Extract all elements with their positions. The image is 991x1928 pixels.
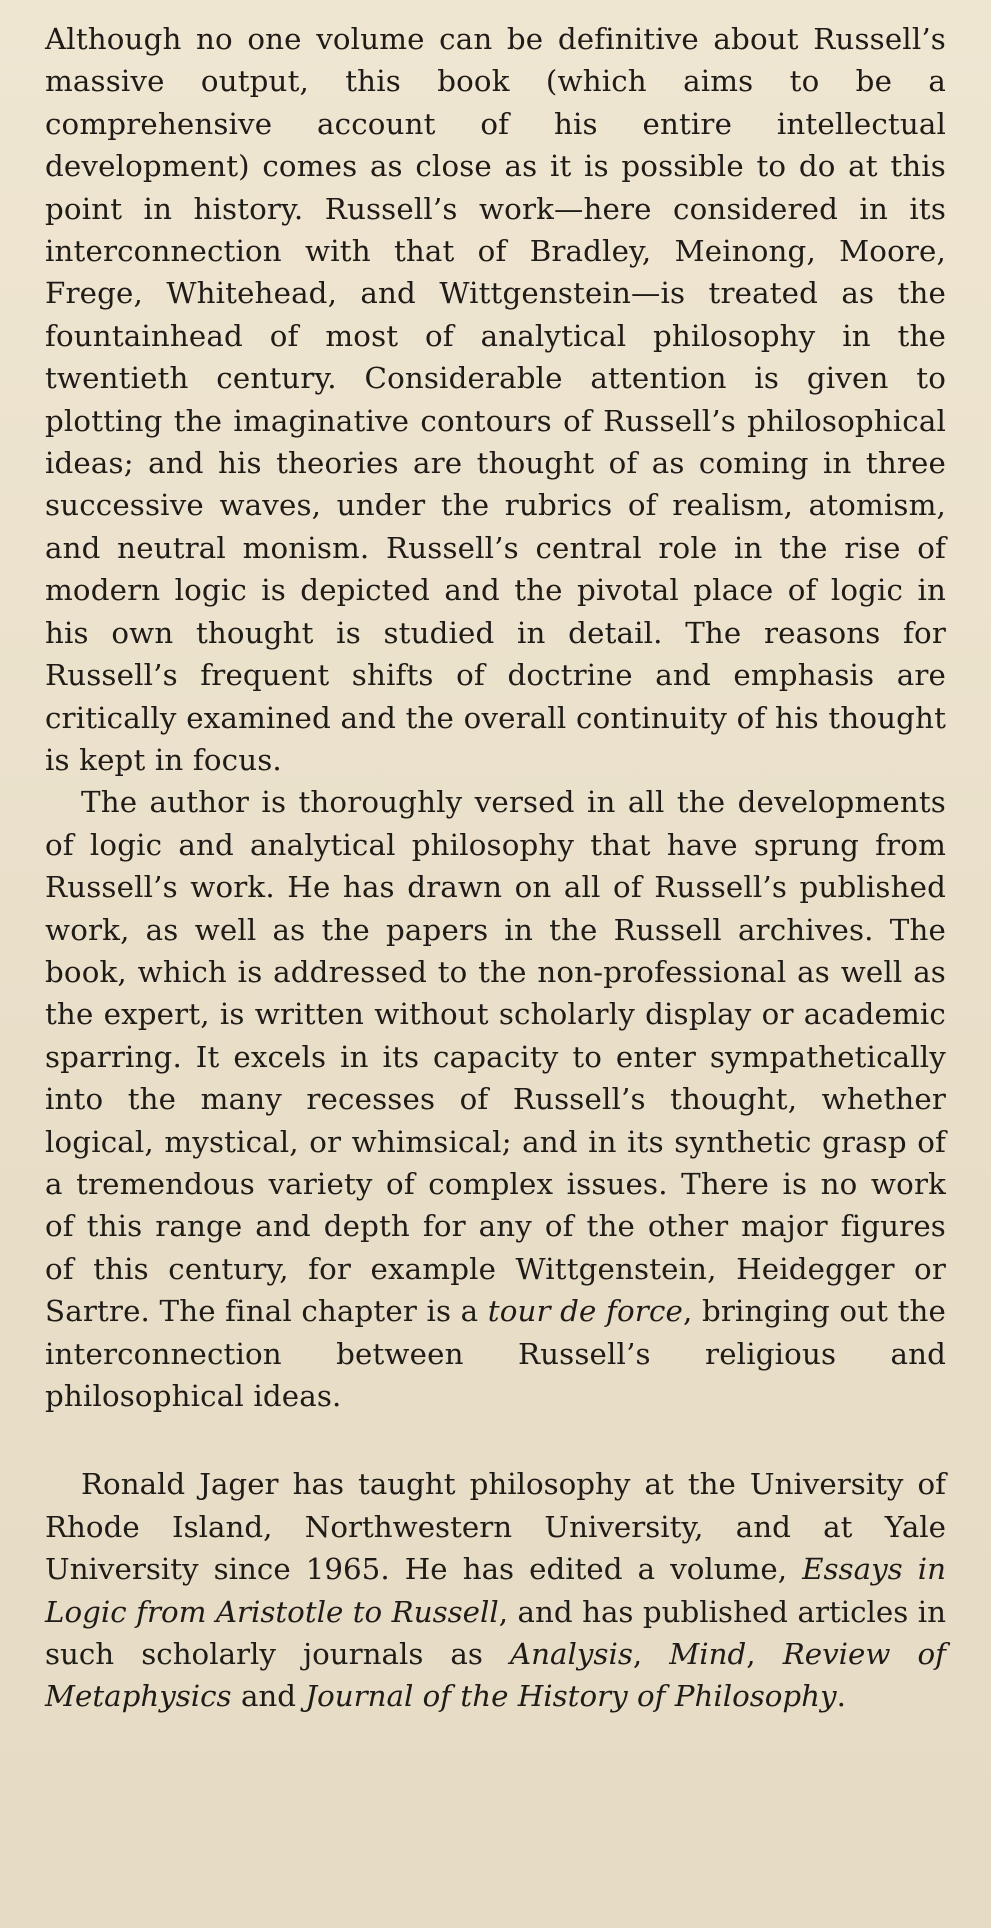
journal-analysis: Analysis bbox=[510, 1637, 633, 1672]
author-bio bbox=[45, 1463, 946, 1717]
bio-text-b: , and has published articles in such scholarly journals as bbox=[45, 1594, 946, 1672]
bio-and-word: and bbox=[240, 1679, 297, 1714]
description-paragraph-2 bbox=[45, 781, 946, 1417]
description-paragraph-1: Although no one volume can be definitive about Russell’s massive output, this book (which aims to be a comprehensive account of his entire intellectual development) comes as close as it is possible to do at this point in history. Russell’s work—here considered in its interconnection with that of Bradley, Meinong, Moore, Frege, Whitehead, and Wittgenstein—is treated as the fountainhead of most of analytical philosophy in the twentieth century. Considerable attention is given to plotting the imaginative contours of Russell’s philosophical ideas; and his theories are thought of as coming in three successive waves, under the rubrics of realism, atomism, and neutral monism. Russell’s central role in the rise of modern logic is depicted and the pivotal place of logic in his own thought is studied in detail. The reasons for Russell’s frequent shifts of doctrine and emphasis are critically examined and the overall continuity of his thought is kept in focus. bbox=[45, 22, 946, 777]
journal-history-of-philosophy: Journal of the History of Philosophy bbox=[305, 1679, 837, 1714]
paragraph-2-text-a: The author is thoroughly versed in all the developments of logic and analytical philosophy that have sprung from Russell’s work. He has drawn on all of Russell’s published work, as well as the papers in the Russell archives. The book, which is addressed to the non-professional as well as the expert, is written without scholarly display or academic sparring. It excels in its capacity to enter sympathetically into the many recesses of Russell’s thought, whether logical, mystical, or whimsical; and in its synthetic grasp of a tremendous variety of complex issues. There is no work of this range and depth for any of the other major figures of this century, for example Wittgenstein, Heidegger or Sartre. The final chapter is a bbox=[45, 785, 946, 1329]
bio-text-a: Ronald Jager has taught philosophy at the University of Rhode Island, Northwestern University, and at Yale University since 1965. He has edited a volume, bbox=[45, 1467, 946, 1587]
bio-separator-2: , bbox=[746, 1637, 756, 1672]
paragraph-2-text-b: , bringing out the interconnection between Russell’s religious and philosophical ideas. bbox=[45, 1294, 947, 1413]
bio-separator-1: , bbox=[632, 1637, 643, 1672]
paragraph-2-italic-phrase: tour de force bbox=[487, 1294, 683, 1329]
bio-end-period: . bbox=[836, 1679, 846, 1714]
bio-book-title: Essays in Logic from Aristotle to Russell bbox=[45, 1552, 946, 1629]
journal-mind: Mind bbox=[669, 1637, 747, 1672]
book-description bbox=[45, 18, 946, 1417]
journal-review-of-metaphysics: Review of Metaphysics bbox=[45, 1637, 946, 1714]
